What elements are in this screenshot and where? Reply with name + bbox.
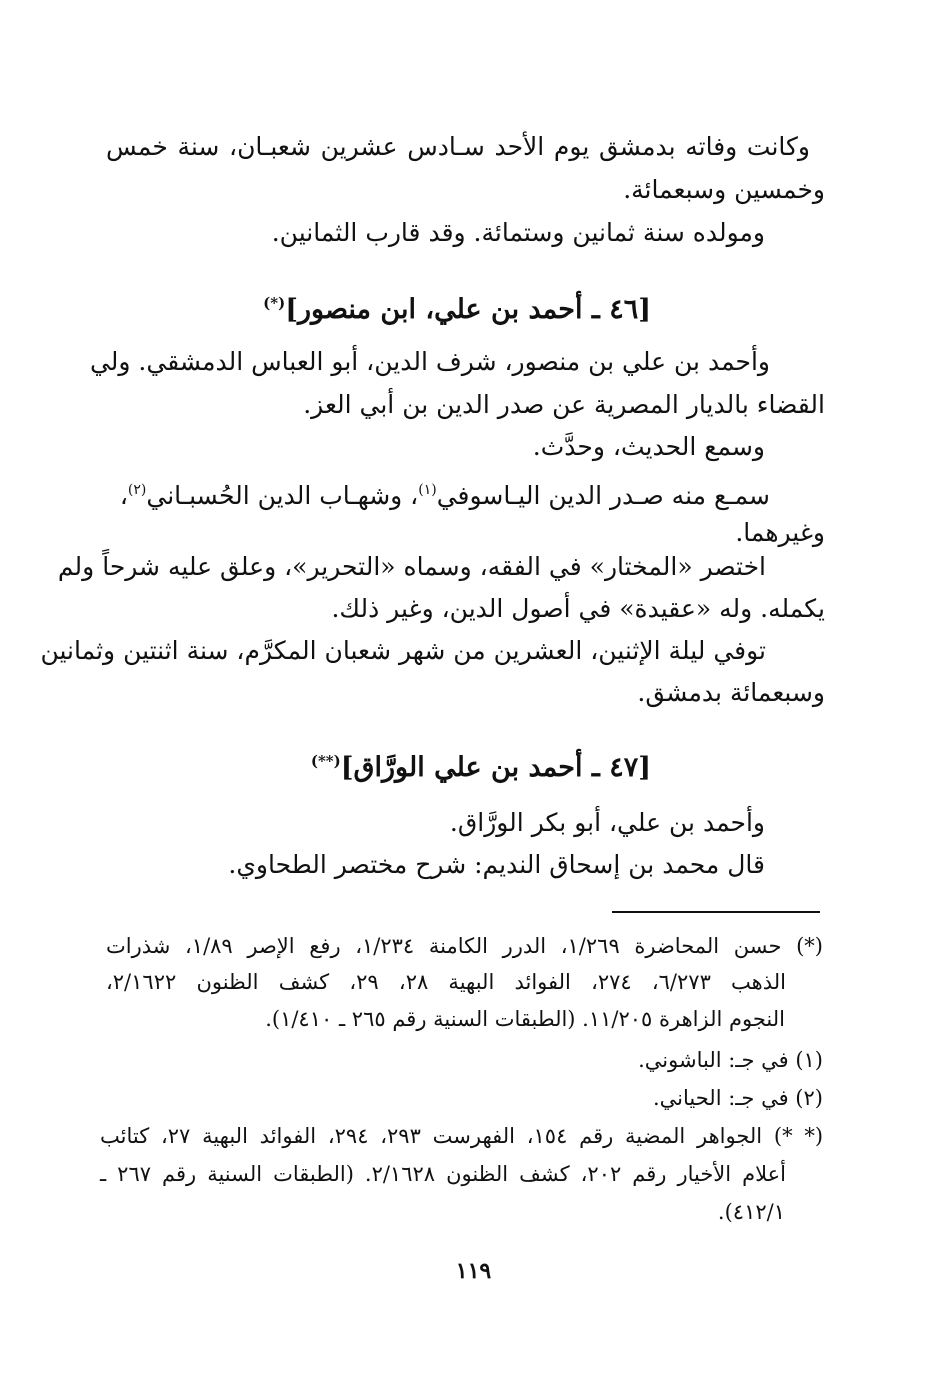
- entry-47-footnote-marker: (**): [310, 752, 341, 770]
- body-line: وسبعمائة بدمشق.: [637, 678, 825, 707]
- body-line-with-notes: [106, 473, 770, 513]
- page-number: ١١٩: [455, 1258, 492, 1284]
- body-line: يكمله. وله «عقيدة» في أصول الدين، وغير ذلك.: [331, 594, 825, 623]
- body-line: وأحمد بن علي، أبو بكر الورَّاق.: [449, 808, 765, 837]
- footnote-line: (١) في جـ: الباشوني.: [638, 1048, 823, 1072]
- body-line: وكانت وفاته بدمشق يوم الأحد سـادس عشرين شعبـان، سنة خمس: [106, 132, 810, 161]
- footnote-separator: [612, 911, 820, 913]
- entry-47-heading-text: [٤٧ ـ أحمد بن علي الورَّاق]: [340, 752, 651, 783]
- entry-46-heading-text: [٤٦ ـ أحمد بن علي، ابن منصور]: [285, 294, 651, 325]
- body-line: اختصر «المختار» في الفقه، وسماه «التحرير»، وعلق عليه شرحاً ولم: [57, 552, 766, 581]
- body-line: وغيرهما.: [735, 518, 825, 547]
- footnote-line: الذهب ٦/٢٧٣، ٢٧٤، الفوائد البهية ٢٨، ٢٩، كشف الظنون ٢/١٦٢٢،: [106, 970, 786, 994]
- footnote-line: (*) حسن المحاضرة ١/٢٦٩، الدرر الكامنة ١/٢٣٤، رفع الإصر ١/٨٩، شذرات: [106, 934, 823, 958]
- body-line: توفي ليلة الإثنين، العشرين من شهر شعبان المكرَّم، سنة اثنتين وثمانين: [40, 636, 766, 665]
- entry-46-heading: [263, 284, 651, 329]
- body-line: القضاء بالديار المصرية عن صدر الدين بن أبي العز.: [303, 390, 825, 419]
- note-ref-1: (١): [418, 482, 437, 498]
- footnote-line: ٤١٢/١).: [717, 1200, 785, 1224]
- footnote-line: أعلام الأخيار رقم ٢٠٢، كشف الظنون ٢/١٦٢٨. (الطبقات السنية رقم ٢٦٧ ـ: [100, 1162, 787, 1186]
- footnote-line: (٢) في جـ: الحياني.: [652, 1086, 823, 1110]
- body-line: وسمع الحديث، وحدَّث.: [532, 432, 765, 461]
- footnote-line: النجوم الزاهرة ١١/٢٠٥. (الطبقات السنية رقم ٢٦٥ ـ ١/٤١٠).: [265, 1007, 785, 1031]
- body-line: وأحمد بن علي بن منصور، شرف الدين، أبو العباس الدمشقي. ولي: [89, 347, 770, 376]
- note-ref-2: (٢): [127, 482, 147, 498]
- body-line: ومولده سنة ثمانين وستمائة. وقد قارب الثمانين.: [271, 218, 765, 247]
- body-line: قال محمد بن إسحاق النديم: شرح مختصر الطحاوي.: [228, 850, 765, 879]
- body-text: سمـع منه صـدر الدين اليـاسوفي$^{(١)}$، وشهـاب الدين الحُسبـاني$^{(٢)}$،: [119, 481, 770, 510]
- body-line: وخمسين وسبعمائة.: [623, 175, 825, 204]
- footnote-line: (* *) الجواهر المضية رقم ١٥٤، الفهرست ٢٩٣، ٢٩٤، الفوائد البهية ٢٧، كتائب: [100, 1124, 824, 1148]
- entry-46-footnote-marker: (*): [263, 294, 286, 312]
- entry-47-heading: [311, 742, 651, 787]
